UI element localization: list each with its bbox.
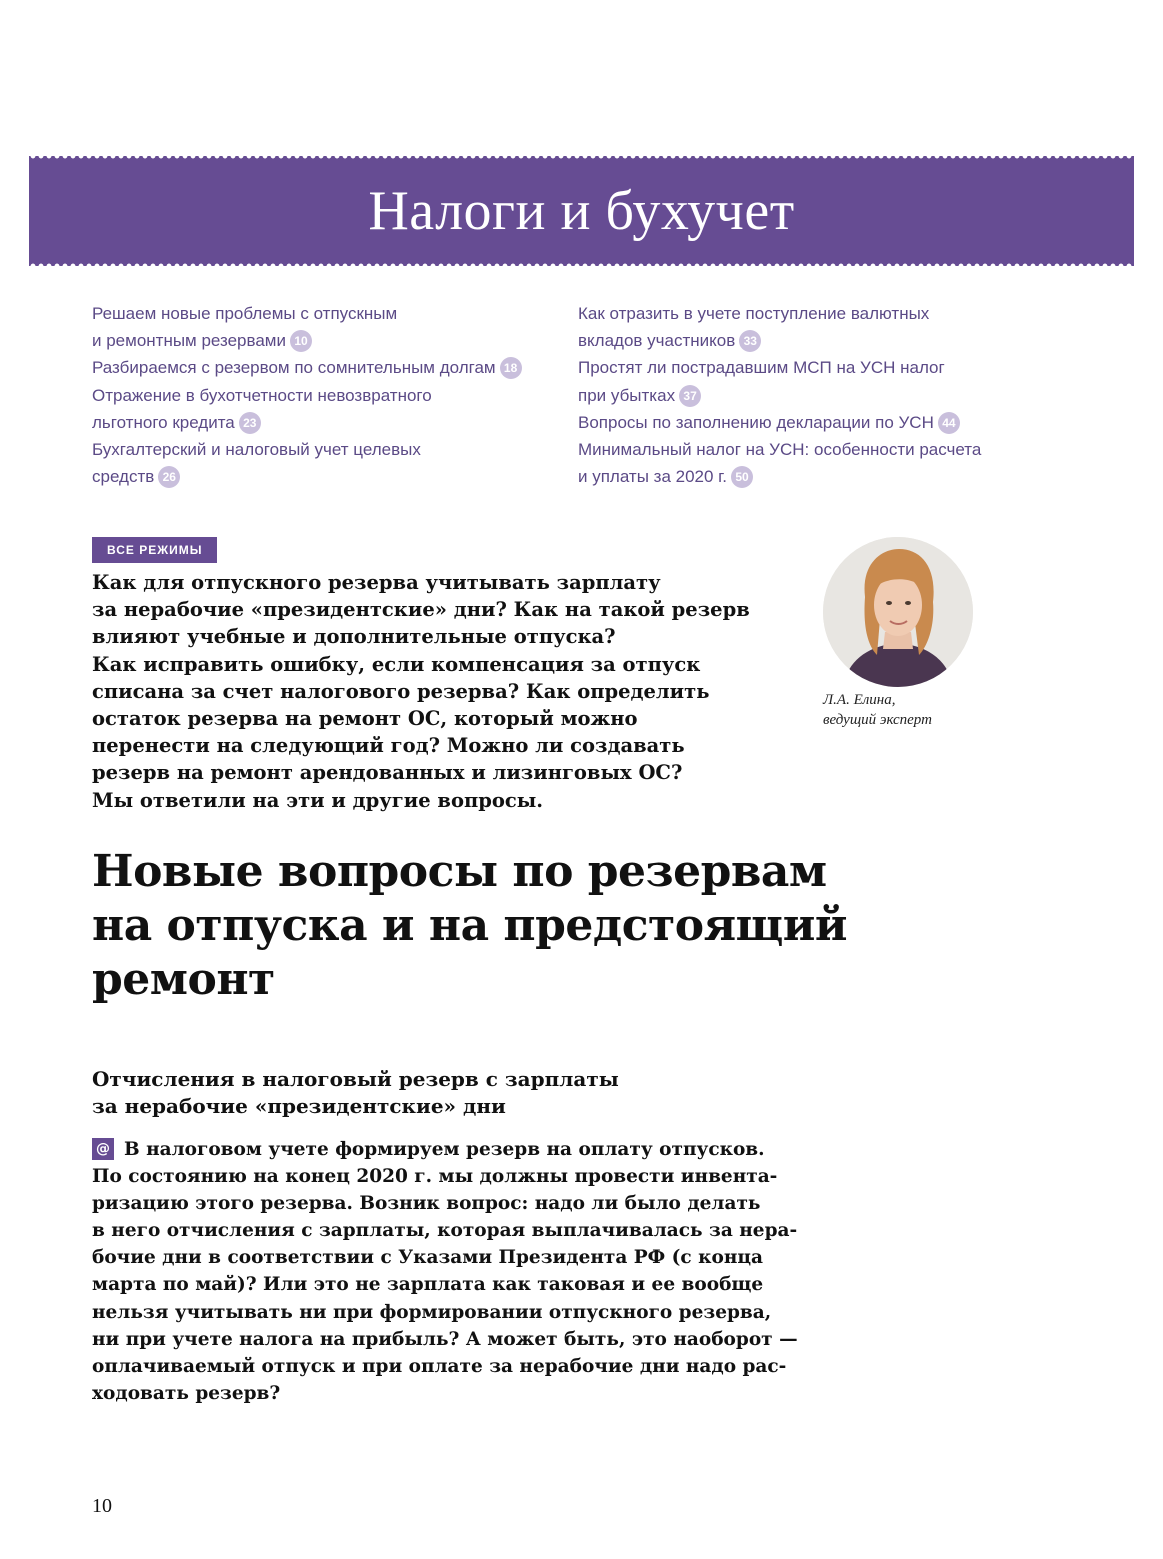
author-role: ведущий эксперт: [823, 712, 932, 728]
section-banner: [29, 156, 1134, 266]
article-headline: Новые вопросы по резервам на отпуска и на предстоящий ремонт: [92, 846, 847, 1005]
article-subheading: Отчисления в налоговый резерв с зарплаты за нерабочие «президентские» дни: [92, 1067, 619, 1118]
page-number-badge: 10: [290, 330, 312, 352]
toc-item[interactable]: Решаем новые проблемы с отпускным и ремонтным резервами 10: [92, 304, 398, 351]
toc-item[interactable]: Бухгалтерский и налоговый учет целевых средств 26: [92, 440, 421, 487]
page-number: 10: [92, 1495, 112, 1517]
toc-item[interactable]: Минимальный налог на УСН: особенности расчета и уплаты за 2020 г. 50: [578, 440, 982, 487]
toc-item[interactable]: Простят ли пострадавшим МСП на УСН налог при убытках 37: [578, 358, 945, 405]
page-number-badge: 23: [239, 412, 261, 434]
page-number-badge: 44: [938, 412, 960, 434]
article-lead: Как для отпускного резерва учитывать зарплату за нерабочие «президентские» дни? Как на такой резерв влияют учебные и дополнительные отпуска? Как исправить ошибку, если компенсация за отпуск списана за счет налогового резерва? Как определить остаток резерва на ремонт ОС, который можно перенести на следующий год? Можно ли создавать резерв на ремонт арендованных и лизинговых ОС? Мы ответили на эти и другие вопросы.: [92, 571, 750, 812]
section-title: Налоги и бухучет: [368, 180, 795, 242]
at-sign-icon: @: [92, 1138, 114, 1160]
page-number-badge: 50: [731, 466, 753, 488]
toc-left-column: [92, 300, 552, 490]
toc-right-column: [578, 300, 1048, 490]
category-tag: ВСЕ РЕЖИМЫ: [92, 537, 217, 563]
page-number-badge: 26: [158, 466, 180, 488]
toc-item[interactable]: Как отразить в учете поступление валютных вкладов участников 33: [578, 304, 930, 351]
toc-item[interactable]: Разбираемся с резервом по сомнительным долгам 18: [92, 354, 552, 381]
toc-item[interactable]: Отражение в бухотчетности невозвратного льготного кредита 23: [92, 385, 432, 432]
author-name: Л.А. Елина,: [823, 692, 896, 708]
author-caption: [823, 690, 932, 730]
page-number-badge: 37: [679, 385, 701, 407]
question-text: @ В налоговом учете формируем резерв на оплату отпусков. По состоянию на конец 2020 г. мы должны провести инвента- ризацию этого резерва. Возник вопрос: надо ли было делать в него отчисления с зарплаты, которая выплачивалась за нера- бочие дни в соответствии с Указами Президента РФ (с конца марта по май)? Или это не зарплата как таковая и ее вообще нельзя учитывать ни при формировании отпускного резерва, ни при учете налога на прибыль? А может быть, это наоборот — оплачиваемый отпуск и при оплате за нерабочие дни надо рас- ходовать резерв?: [92, 1139, 798, 1404]
author-photo: [823, 537, 973, 687]
page-number-badge: 18: [500, 357, 522, 379]
toc-item[interactable]: Вопросы по заполнению декларации по УСН 44: [578, 409, 1048, 436]
page-number-badge: 33: [739, 330, 761, 352]
